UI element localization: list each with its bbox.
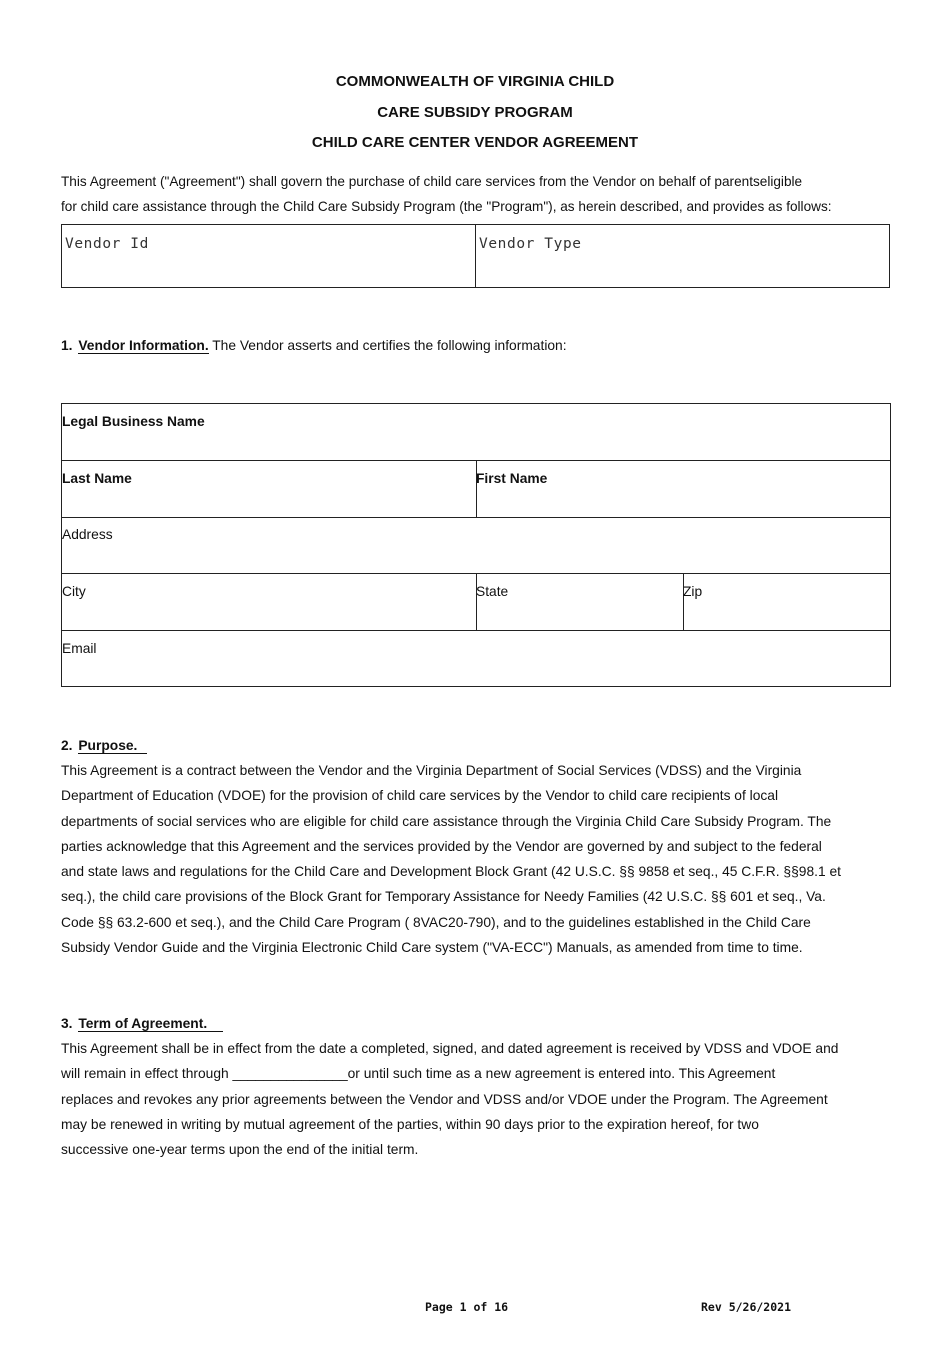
vendor-id-type-box bbox=[61, 224, 890, 288]
section-3-line: replaces and revokes any prior agreements between the Vendor and VDSS and/or VDOE under the Program. The Agreement bbox=[61, 1091, 828, 1107]
vendor-info-table bbox=[61, 403, 891, 687]
section-1-text: The Vendor asserts and certifies the following information: bbox=[208, 338, 567, 353]
section-2-number: 2. bbox=[61, 738, 73, 753]
section-3-line: may be renewed in writing by mutual agreement of the parties, within 90 days prior to the expiration hereof, for two bbox=[61, 1116, 759, 1132]
section-3-number: 3. bbox=[61, 1016, 73, 1031]
col-divider bbox=[683, 573, 684, 630]
section-1-title: Vendor Information. bbox=[78, 338, 209, 353]
city-field[interactable]: City bbox=[62, 584, 86, 599]
section-2-line: seq.), the child care provisions of the Block Grant for Temporary Assistance for Needy Families (42 U.S.C. §§ 601 et seq., Va. bbox=[61, 889, 826, 905]
title-line-3: CHILD CARE CENTER VENDOR AGREEMENT bbox=[311, 134, 639, 151]
address-field[interactable]: Address bbox=[62, 527, 113, 542]
last-name-field[interactable]: Last Name bbox=[62, 471, 132, 486]
row-divider bbox=[62, 630, 890, 631]
legal-business-name-field[interactable]: Legal Business Name bbox=[62, 414, 205, 429]
section-2-line: and state laws and regulations for the Child Care and Development Block Grant (42 U.S.C. §§ 9858 et seq., 45 C.F.R. §§98.1 et bbox=[61, 864, 841, 880]
intro-paragraph bbox=[61, 169, 901, 219]
section-3-paragraph bbox=[61, 1036, 896, 1162]
section-2-line: parties acknowledge that this Agreement and the services provided by the Vendor are governed by and subject to the federal bbox=[61, 838, 822, 854]
state-field[interactable]: State bbox=[476, 584, 509, 599]
section-2-line: Subsidy Vendor Guide and the Virginia Electronic Child Care system ("VA-ECC") Manuals, as amended from time to time. bbox=[61, 940, 803, 956]
section-3-line: will remain in effect through _______________or until such time as a new agreement is entered into. This Agreement bbox=[61, 1066, 776, 1082]
section-1-number: 1. bbox=[61, 338, 73, 353]
section-2-paragraph bbox=[61, 758, 896, 960]
section-3-title: Term of Agreement. bbox=[78, 1016, 223, 1032]
section-2-heading bbox=[61, 738, 147, 754]
section-2-line: departments of social services who are eligible for child care assistance through the Virginia Child Care Subsidy Program. The bbox=[61, 813, 832, 829]
section-1-heading bbox=[61, 338, 567, 354]
intro-line-1: This Agreement ("Agreement") shall govern the purchase of child care services from the Vendor on behalf of parentseligible bbox=[61, 174, 803, 189]
section-3-line: This Agreement shall be in effect from the date a completed, signed, and dated agreement is received by VDSS and VDOE and bbox=[61, 1041, 839, 1056]
col-divider bbox=[476, 460, 477, 517]
page-number: Page 1 of 16 bbox=[425, 1300, 509, 1314]
col-divider bbox=[476, 573, 477, 630]
section-3-heading bbox=[61, 1016, 223, 1032]
intro-line-2: for child care assistance through the Child Care Subsidy Program (the "Program"), as herein described, and provides as follows: bbox=[61, 199, 832, 214]
title-line-1: COMMONWEALTH OF VIRGINIA CHILD bbox=[335, 73, 615, 90]
section-2-line: This Agreement is a contract between the Vendor and the Virginia Department of Social Services (VDSS) and the Virginia bbox=[61, 763, 802, 778]
section-2-line: Code §§ 63.2-600 et seq.), and the Child Care Program ( 8VAC20-790), and to the guidelines established in the Child Care bbox=[61, 914, 811, 930]
vendor-type-field[interactable]: Vendor Type bbox=[479, 236, 582, 252]
first-name-field[interactable]: First Name bbox=[476, 471, 548, 486]
row-divider bbox=[62, 517, 890, 518]
title-line-2: CARE SUBSIDY PROGRAM bbox=[377, 104, 573, 121]
section-2-line: Department of Education (VDOE) for the provision of child care services by the Vendor to child care recipients of local bbox=[61, 788, 779, 804]
section-2-title: Purpose. bbox=[78, 738, 147, 754]
revision-date: Rev 5/26/2021 bbox=[701, 1300, 792, 1314]
section-3-line: successive one-year terms upon the end of the initial term. bbox=[61, 1142, 419, 1158]
zip-field[interactable]: Zip bbox=[683, 584, 703, 599]
vendor-box-divider bbox=[475, 225, 476, 287]
email-field[interactable]: Email bbox=[62, 641, 97, 656]
vendor-id-field[interactable]: Vendor Id bbox=[65, 236, 149, 252]
